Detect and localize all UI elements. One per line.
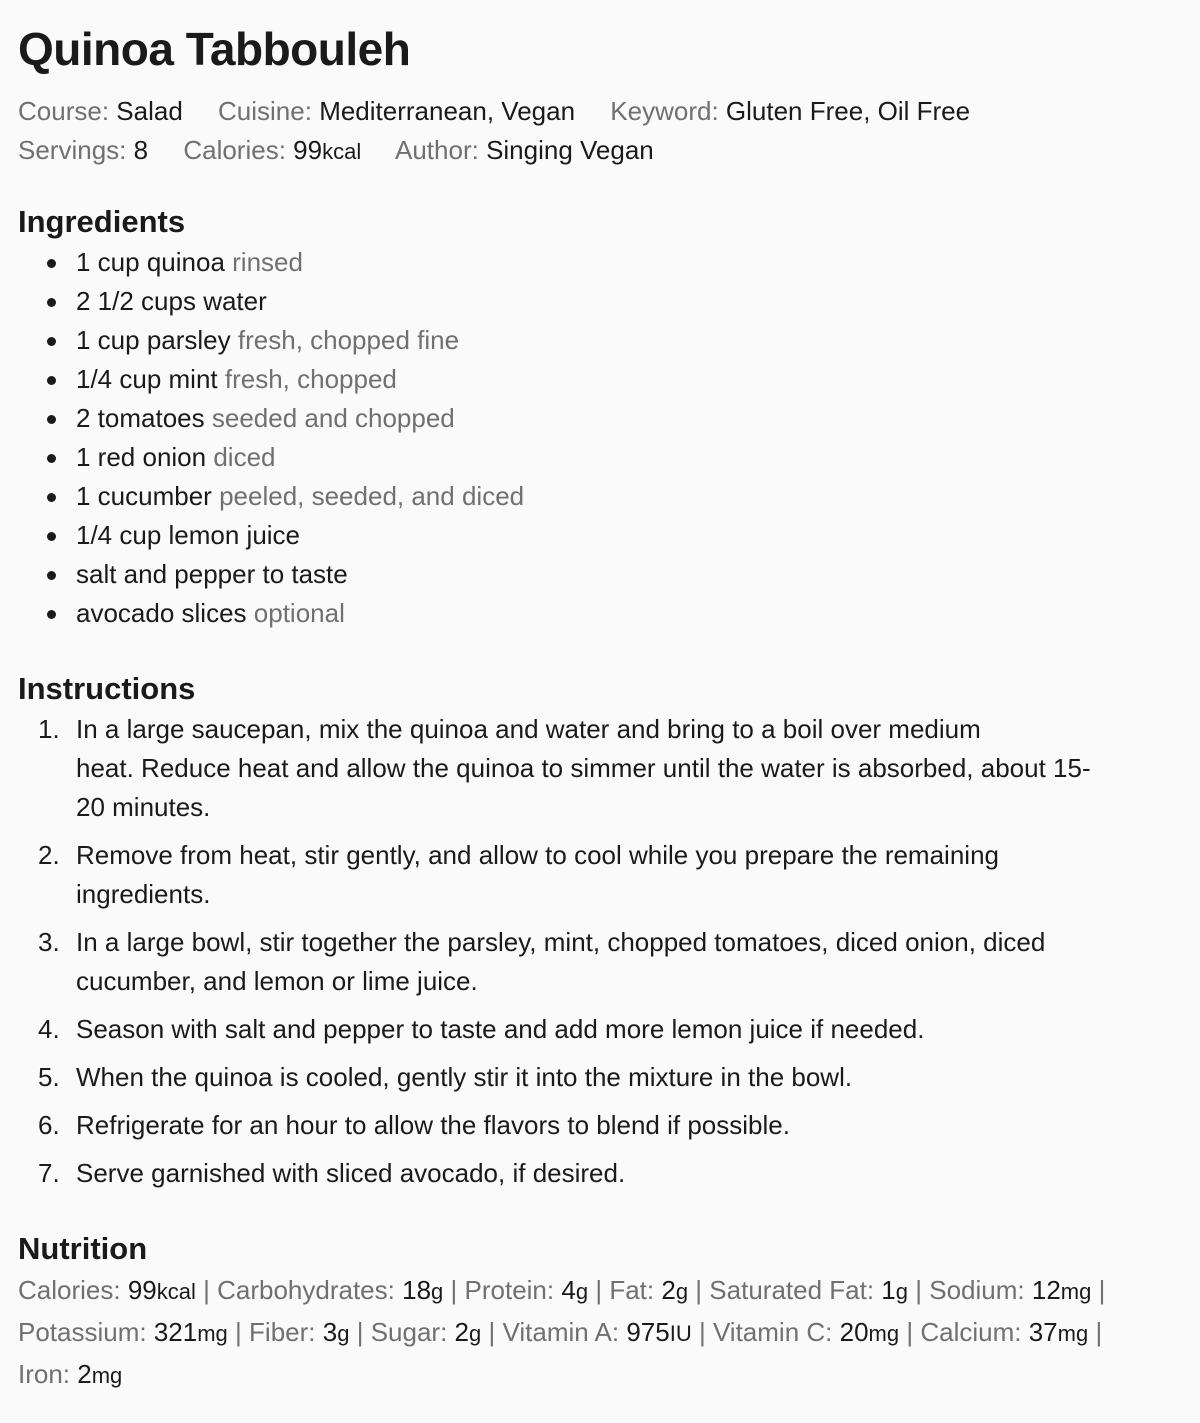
nutrient-label: Vitamin A: xyxy=(502,1317,620,1347)
ingredient-text: 1/4 cup mint xyxy=(76,364,218,394)
instructions-list xyxy=(18,710,1182,1193)
ingredient-note: peeled, seeded, and diced xyxy=(219,481,525,511)
nutrient-sodium xyxy=(929,1275,1091,1305)
nutrient-value: 99 xyxy=(127,1275,157,1305)
nutrient-iron xyxy=(18,1359,122,1389)
step-number: 6. xyxy=(38,1110,60,1140)
nutrient-unit: g xyxy=(675,1279,689,1304)
nutrient-sugar xyxy=(371,1317,482,1347)
nutrient-label: Protein: xyxy=(464,1275,555,1305)
meta-label: Course: xyxy=(18,96,110,126)
nutrient-unit: mg xyxy=(1057,1321,1089,1346)
meta-unit: kcal xyxy=(322,139,362,164)
nutrient-label: Saturated Fat: xyxy=(709,1275,875,1305)
nutrient-label: Carbohydrates: xyxy=(217,1275,395,1305)
nutrient-value: 4 xyxy=(561,1275,576,1305)
ingredient-item xyxy=(76,516,1182,555)
meta-author xyxy=(395,135,654,165)
nutrient-unit: g xyxy=(431,1279,444,1304)
meta-value: 99 xyxy=(293,135,323,165)
meta-servings xyxy=(18,135,148,165)
ingredient-text: 1/4 cup lemon juice xyxy=(76,520,301,550)
separator: | xyxy=(1095,1317,1103,1347)
ingredient-note: fresh, chopped fine xyxy=(237,325,460,355)
nutrient-fiber xyxy=(249,1317,349,1347)
ingredient-item xyxy=(76,321,1182,360)
meta-label: Author: xyxy=(395,135,479,165)
ingredient-item xyxy=(76,243,1182,282)
separator: | xyxy=(915,1275,923,1305)
step-number: 2. xyxy=(38,840,60,870)
step-line: cucumber, and lemon or lime juice. xyxy=(76,966,478,996)
meta-label: Servings: xyxy=(18,135,127,165)
step-line: When the quinoa is cooled, gently stir it into the mixture in the bowl. xyxy=(76,1062,853,1092)
separator: | xyxy=(450,1275,458,1305)
instruction-step xyxy=(38,1106,1182,1145)
ingredient-text: 1 cup quinoa xyxy=(76,247,225,277)
recipe-title: Quinoa Tabbouleh xyxy=(18,23,411,75)
separator: | xyxy=(235,1317,242,1347)
step-number: 4. xyxy=(38,1014,60,1044)
nutrient-calcium xyxy=(920,1317,1088,1347)
ingredient-item xyxy=(76,555,1182,594)
step-line: Remove from heat, stir gently, and allow to cool while you prepare the remaining xyxy=(76,840,999,870)
instruction-step xyxy=(38,923,1182,1001)
separator: | xyxy=(595,1275,603,1305)
separator: | xyxy=(488,1317,496,1347)
nutrient-value: 20 xyxy=(839,1317,869,1347)
ingredient-text: 1 red onion xyxy=(76,442,207,472)
nutrition-facts xyxy=(18,1270,1182,1396)
meta-value: Gluten Free, Oil Free xyxy=(725,96,971,126)
nutrient-value: 2 xyxy=(77,1359,92,1389)
meta-value: Singing Vegan xyxy=(486,135,654,165)
nutrient-unit: IU xyxy=(669,1321,692,1346)
nutrient-potassium xyxy=(18,1317,228,1347)
nutrient-unit: kcal xyxy=(156,1279,196,1304)
separator: | xyxy=(906,1317,914,1347)
separator: | xyxy=(695,1275,703,1305)
meta-calories xyxy=(183,135,361,165)
nutrition-line xyxy=(18,1270,1182,1312)
ingredient-item xyxy=(76,360,1182,399)
separator: | xyxy=(698,1317,706,1347)
separator: | xyxy=(203,1275,210,1305)
ingredient-item xyxy=(76,594,1182,633)
ingredient-note: optional xyxy=(253,598,345,628)
instruction-step xyxy=(38,710,1182,827)
separator: | xyxy=(1098,1275,1106,1305)
nutrient-label: Potassium: xyxy=(18,1317,147,1347)
meta-value: Salad xyxy=(116,96,183,126)
step-number: 5. xyxy=(38,1062,60,1092)
ingredient-item xyxy=(76,477,1182,516)
ingredient-text: 2 1/2 cups water xyxy=(76,286,267,316)
ingredient-text: 1 cup parsley xyxy=(76,325,231,355)
ingredient-item xyxy=(76,438,1182,477)
nutrient-unit: mg xyxy=(91,1363,123,1388)
step-number: 7. xyxy=(38,1158,60,1188)
nutrient-vitamin-c xyxy=(713,1317,899,1347)
nutrient-protein xyxy=(465,1275,589,1305)
nutrient-label: Sodium: xyxy=(929,1275,1025,1305)
recipe-meta-row-1 xyxy=(18,92,1182,131)
ingredients-list xyxy=(18,243,1182,633)
ingredient-note: fresh, chopped xyxy=(224,364,397,394)
nutrient-value: 321 xyxy=(153,1317,198,1347)
nutrient-value: 2 xyxy=(661,1275,676,1305)
step-number: 3. xyxy=(38,927,60,957)
nutrient-label: Fat: xyxy=(609,1275,655,1305)
recipe-meta-row-2 xyxy=(18,131,1182,171)
instructions-heading: Instructions xyxy=(18,671,196,706)
ingredient-item xyxy=(76,399,1182,438)
step-line: Refrigerate for an hour to allow the flavors to blend if possible. xyxy=(76,1110,790,1140)
nutrient-unit: g xyxy=(469,1321,482,1346)
step-line: In a large bowl, stir together the parsley, mint, chopped tomatoes, diced onion, diced xyxy=(76,927,1046,957)
nutrient-vitamin-a xyxy=(502,1317,691,1347)
step-line: In a large saucepan, mix the quinoa and water and bring to a boil over medium xyxy=(76,714,981,744)
ingredient-text: avocado slices xyxy=(76,598,247,628)
meta-value: Mediterranean, Vegan xyxy=(319,96,576,126)
nutrient-unit: g xyxy=(575,1279,589,1304)
meta-cuisine xyxy=(218,96,575,126)
nutrient-unit: g xyxy=(895,1279,909,1304)
nutrient-value: 37 xyxy=(1028,1317,1058,1347)
ingredient-note: seeded and chopped xyxy=(211,403,455,433)
instruction-step xyxy=(38,836,1182,914)
step-line: Serve garnished with sliced avocado, if desired. xyxy=(76,1158,626,1188)
nutrient-unit: mg xyxy=(197,1321,228,1346)
instruction-step xyxy=(38,1058,1182,1097)
nutrient-value: 3 xyxy=(322,1317,338,1347)
nutrient-unit: g xyxy=(337,1321,350,1346)
nutrient-label: Sugar: xyxy=(370,1317,448,1347)
ingredient-text: 1 cucumber xyxy=(76,481,212,511)
ingredient-text: 2 tomatoes xyxy=(76,403,205,433)
nutrient-label: Vitamin C: xyxy=(712,1317,833,1347)
step-number: 1. xyxy=(38,714,60,744)
nutrient-label: Iron: xyxy=(18,1359,71,1389)
meta-label: Calories: xyxy=(183,135,286,165)
meta-value: 8 xyxy=(133,135,149,165)
ingredient-text: salt and pepper to taste xyxy=(76,559,348,589)
ingredients-heading: Ingredients xyxy=(18,204,186,239)
nutrient-value: 1 xyxy=(881,1275,896,1305)
nutrient-label: Fiber: xyxy=(249,1317,316,1347)
nutrient-calories xyxy=(18,1275,196,1305)
instruction-step xyxy=(38,1010,1182,1049)
separator: | xyxy=(356,1317,364,1347)
meta-keyword xyxy=(610,96,970,126)
nutrition-line xyxy=(18,1354,1182,1396)
step-line: ingredients. xyxy=(76,879,211,909)
nutrient-value: 12 xyxy=(1031,1275,1061,1305)
nutrient-fat xyxy=(609,1275,688,1305)
nutrition-heading: Nutrition xyxy=(18,1231,148,1266)
nutrient-unit: mg xyxy=(1060,1279,1092,1304)
step-line: Season with salt and pepper to taste and add more lemon juice if needed. xyxy=(76,1014,925,1044)
ingredient-note: rinsed xyxy=(232,247,303,277)
nutrient-label: Calories: xyxy=(18,1275,121,1305)
instruction-step xyxy=(38,1154,1182,1193)
meta-label: Keyword: xyxy=(610,96,719,126)
ingredient-note: diced xyxy=(213,442,276,472)
nutrient-saturated-fat xyxy=(709,1275,908,1305)
nutrient-unit: mg xyxy=(868,1321,900,1346)
nutrient-carbohydrates xyxy=(217,1275,443,1305)
nutrient-label: Calcium: xyxy=(920,1317,1022,1347)
meta-course xyxy=(18,96,183,126)
ingredient-item xyxy=(76,282,1182,321)
nutrient-value: 975 xyxy=(626,1317,670,1347)
step-line: heat. Reduce heat and allow the quinoa to simmer until the water is absorbed, about 15- xyxy=(76,753,1091,783)
nutrient-value: 2 xyxy=(454,1317,469,1347)
step-line: 20 minutes. xyxy=(76,792,211,822)
meta-label: Cuisine: xyxy=(218,96,312,126)
nutrition-line xyxy=(18,1312,1182,1354)
nutrient-value: 18 xyxy=(402,1275,432,1305)
